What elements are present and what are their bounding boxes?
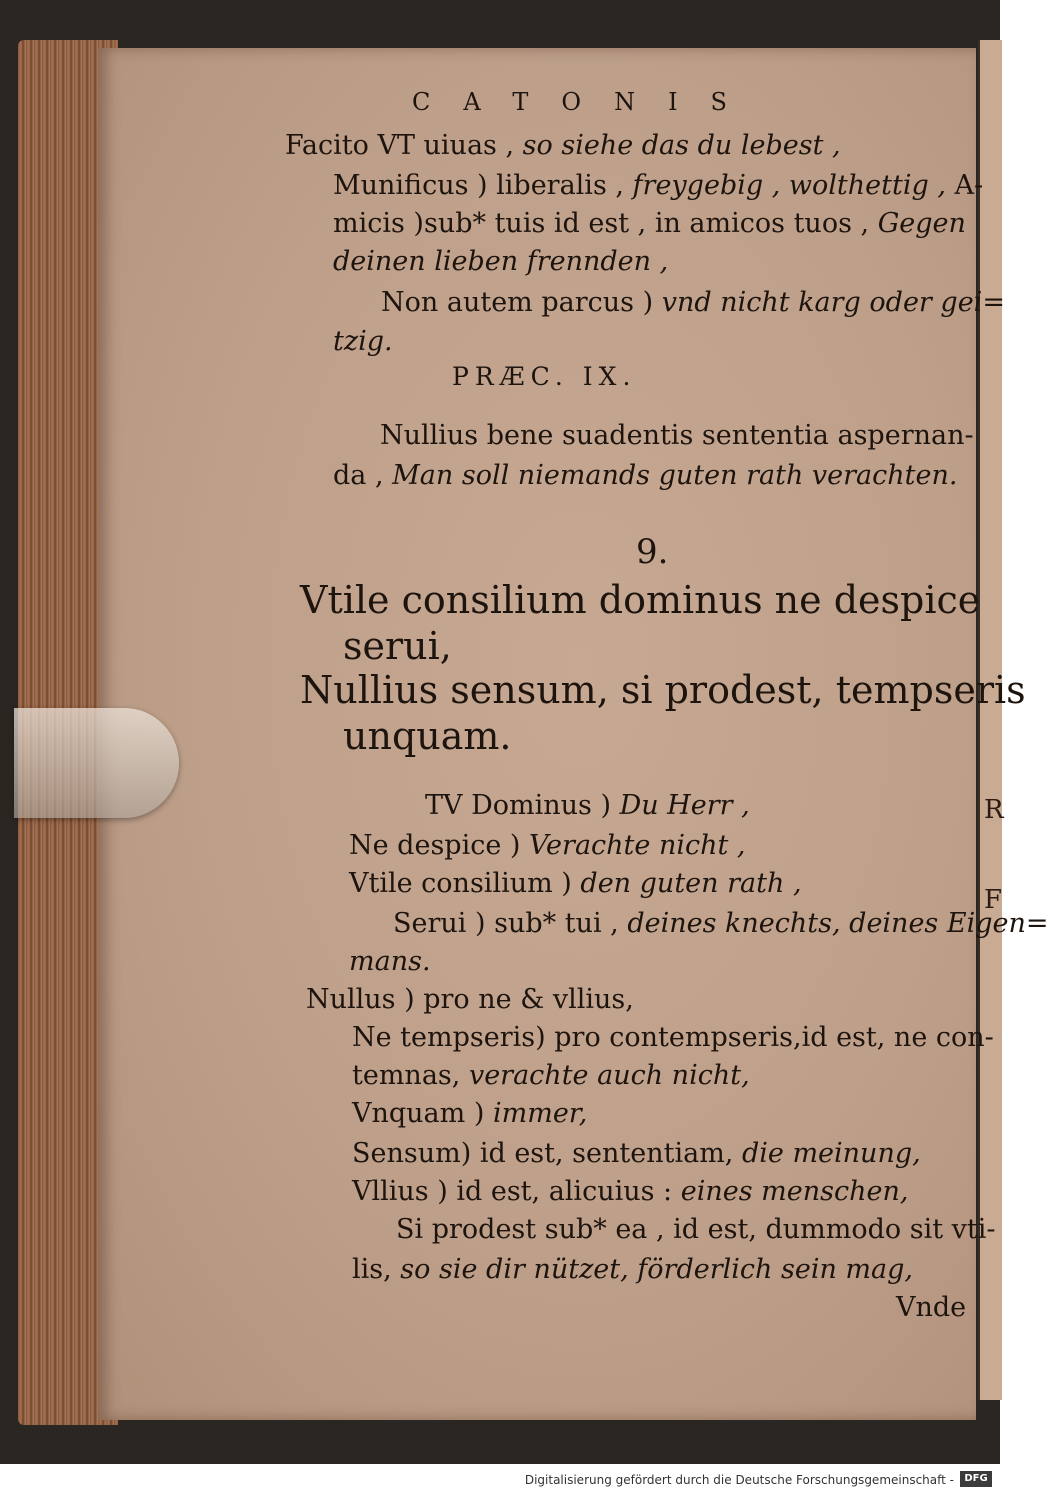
text-line: Ne tempseris) pro contempseris,id est, ne con- [352, 1022, 994, 1053]
page-holder-clip [14, 708, 179, 818]
text-line: Vtile consilium ) den guten rath , [349, 868, 802, 899]
facing-page-letter: R [984, 795, 1004, 825]
text-line: deinen lieben frennden , [333, 246, 669, 277]
text-line: temnas, verachte auch nicht, [352, 1060, 750, 1091]
text-line: Vllius ) id est, alicuius : eines menschen, [352, 1176, 909, 1207]
text-line: da , Man soll niemands guten rath verachten. [333, 460, 958, 491]
text-line: Vnquam ) immer, [352, 1098, 588, 1129]
catchword: Vnde [896, 1292, 967, 1323]
text-line: mans. [349, 946, 431, 977]
text-line: Munificus ) liberalis , freygebig , wolthettig , A- [333, 170, 984, 201]
text-line: Nullius bene suadentis sententia aspernan- [380, 420, 974, 451]
verse-number: 9. [636, 532, 669, 572]
text-line: Facito VT uiuas , so siehe das du lebest , [285, 130, 841, 161]
running-header: CATONIS [412, 88, 760, 116]
verse-line: Vtile consilium dominus ne despice [300, 578, 981, 622]
text-line: Nullus ) pro ne & vllius, [306, 984, 634, 1015]
text-line: micis )sub* tuis id est , in amicos tuos , Gegen [333, 208, 966, 239]
verse-line: serui, [343, 624, 452, 668]
footer-bar [0, 1466, 1000, 1494]
facing-page-strip [978, 40, 1002, 1400]
text-line: tzig. [333, 326, 393, 357]
text-line: Sensum) id est, sententiam, die meinung, [352, 1138, 921, 1169]
text-line: TV Dominus ) Du Herr , [425, 790, 750, 821]
verse-line: Nullius sensum, si prodest, tempseris [300, 668, 1026, 712]
text-line: lis, so sie dir nützet, förderlich sein mag, [352, 1254, 913, 1285]
section-heading: PRÆC. IX. [452, 362, 637, 391]
dfg-logo: DFG [960, 1471, 992, 1487]
text-line: Ne despice ) Verachte nicht , [349, 830, 746, 861]
text-line: Serui ) sub* tui , deines knechts, deines Eigen= [393, 908, 1049, 939]
text-line: Si prodest sub* ea , id est, dummodo sit vti- [396, 1214, 996, 1245]
facing-page-letter: F [984, 885, 1003, 915]
text-line: Non autem parcus ) vnd nicht karg oder gei= [381, 287, 1005, 318]
footer-credit: Digitalisierung gefördert durch die Deutsche Forschungsgemeinschaft - [524, 1473, 954, 1487]
verse-line: unquam. [343, 714, 512, 758]
